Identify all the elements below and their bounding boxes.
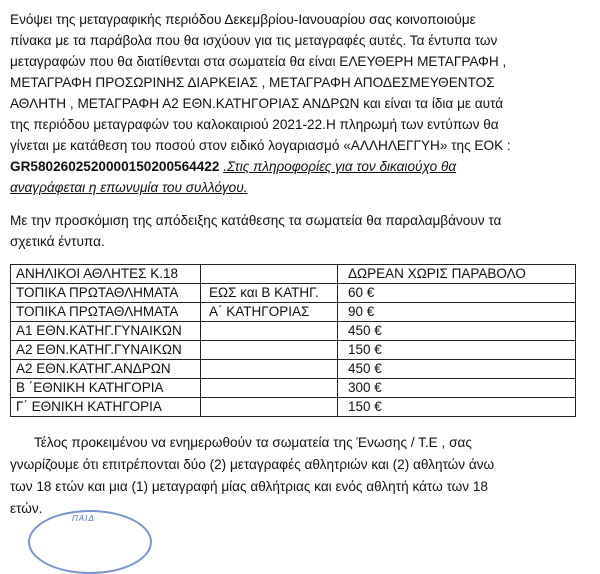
stamp-text: ΠΑΙΔ xyxy=(72,514,95,523)
intro-line: μεταγραφών που θα διατίθενται στα σωματεία θα είναι ΕΛΕΥΘΕΡΗ ΜΕΤΑΓΡΑΦΗ , xyxy=(10,54,507,69)
fee-cell: 450 € xyxy=(338,322,576,341)
intro-line: ΑΘΛΗΤΗ , ΜΕΤΑΓΡΑΦΗ Α2 ΕΘΝ.ΚΑΤΗΓΟΡΙΑΣ ΑΝΔΡΩΝ και είναι τα ίδια με αυτά xyxy=(10,96,504,111)
intro-paragraph xyxy=(10,9,588,198)
intro-line: Ενόψει της μεταγραφικής περιόδου Δεκεμβρίου-Ιανουαρίου σας κοινοποιούμε xyxy=(10,12,476,27)
fee-cell: 450 € xyxy=(338,360,576,379)
fee-cell: 150 € xyxy=(338,341,576,360)
category-cell: Β ΄ΕΘΝΙΚΗ ΚΑΤΗΓΟΡΙΑ xyxy=(11,379,201,398)
category-cell: Γ΄ ΕΘΝΙΚΗ ΚΑΤΗΓΟΡΙΑ xyxy=(11,398,201,417)
closing-line: των 18 ετών και μια (1) μεταγραφή μίας αθλήτριας και ενός αθλητή κάτω των 18 xyxy=(10,479,488,494)
fee-cell: 90 € xyxy=(338,303,576,322)
note-cell xyxy=(201,360,338,379)
fee-cell: 300 € xyxy=(338,379,576,398)
table-row xyxy=(11,265,576,284)
table-row xyxy=(11,303,576,322)
category-cell: ΑΝΗΛΙΚΟΙ ΑΘΛΗΤΕΣ Κ.18 xyxy=(11,265,201,284)
receipt-line: σχετικά έντυπα. xyxy=(10,234,105,249)
intro-line: πίνακα με τα παράβολα που θα ισχύουν για τις μεταγραφές αυτές. Τα έντυπα των xyxy=(10,33,498,48)
note-cell xyxy=(201,398,338,417)
note-cell xyxy=(201,341,338,360)
receipt-paragraph xyxy=(10,210,588,252)
note-cell xyxy=(201,322,338,341)
table-row xyxy=(11,360,576,379)
closing-line: γνωρίζουμε ότι επιτρέπονται δύο (2) μεταγραφές αθλητριών και (2) αθλητών άνω xyxy=(10,457,495,472)
category-cell: Α1 ΕΘΝ.ΚΑΤΗΓ.ΓΥΝΑΙΚΩΝ xyxy=(11,322,201,341)
note-cell xyxy=(201,379,338,398)
closing-line: Τέλος προκειμένου να ενημερωθούν τα σωματεία της Ένωσης / Τ.Ε , σας xyxy=(34,435,472,450)
iban-note: .Στις πληροφορίες για τον δικαιούχο θα xyxy=(223,159,457,174)
iban-note-continuation: αναγράφεται η επωνυμία του συλλόγου. xyxy=(10,180,248,195)
table-row xyxy=(11,322,576,341)
note-cell xyxy=(201,265,338,284)
table-row xyxy=(11,398,576,417)
category-cell: ΤΟΠΙΚΑ ΠΡΩΤΑΘΛΗΜΑΤΑ xyxy=(11,303,201,322)
closing-line: ετών. xyxy=(10,501,43,516)
fee-cell: 60 € xyxy=(338,284,576,303)
iban-note-line xyxy=(10,177,588,198)
table-row xyxy=(11,379,576,398)
category-cell: Α2 ΕΘΝ.ΚΑΤΗΓ.ΑΝΔΡΩΝ xyxy=(11,360,201,379)
category-cell: Α2 ΕΘΝ.ΚΑΤΗΓ.ΓΥΝΑΙΚΩΝ xyxy=(11,341,201,360)
fee-cell: ΔΩΡΕΑΝ ΧΩΡΙΣ ΠΑΡΑΒΟΛΟ xyxy=(338,265,576,284)
note-cell: ΕΩΣ και Β ΚΑΤΗΓ. xyxy=(201,284,338,303)
fee-cell: 150 € xyxy=(338,398,576,417)
fee-table xyxy=(10,264,576,417)
note-cell: Α΄ ΚΑΤΗΓΟΡΙΑΣ xyxy=(201,303,338,322)
intro-line: ΜΕΤΑΓΡΑΦΗ ΠΡΟΣΩΡΙΝΗΣ ΔΙΑΡΚΕΙΑΣ , ΜΕΤΑΓΡΑΦΗ ΑΠΟΔΕΣΜΕΥΘΕΝΤΟΣ xyxy=(10,75,495,90)
iban-line xyxy=(10,156,588,177)
receipt-line: Με την προσκόμιση της απόδειξης κατάθεσης τα σωματεία θα παραλαμβάνουν τα xyxy=(10,213,502,228)
table-row xyxy=(11,284,576,303)
category-cell: ΤΟΠΙΚΑ ΠΡΩΤΑΘΛΗΜΑΤΑ xyxy=(11,284,201,303)
iban-number: GR5802602520000150200564422 xyxy=(10,159,220,174)
intro-line: γίνεται με κατάθεση του ποσού στον ειδικό λογαριασμό «ΑΛΛΗΛΕΓΓΥΗ» της ΕΟΚ : xyxy=(10,138,511,153)
table-row xyxy=(11,341,576,360)
intro-line: της περιόδου μεταγραφών του καλοκαιριού 2021-22.Η πληρωμή των εντύπων θα xyxy=(10,117,499,132)
